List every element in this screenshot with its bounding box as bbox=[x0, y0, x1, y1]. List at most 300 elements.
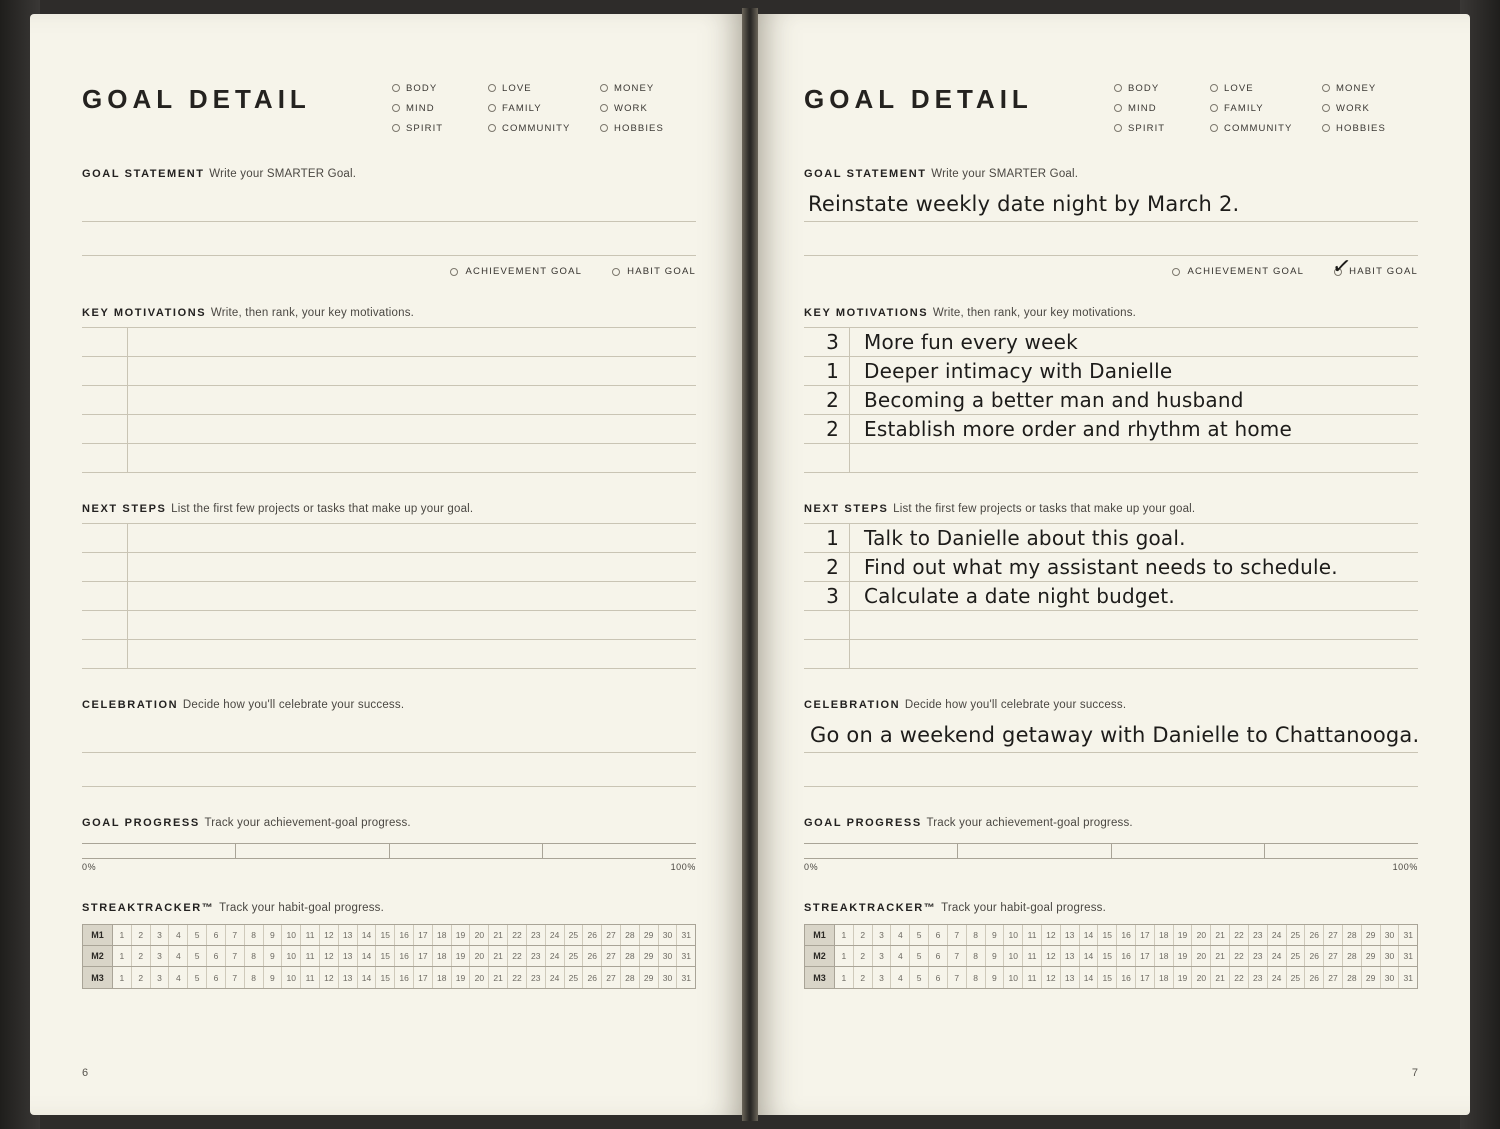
streak-day-cell[interactable]: 22 bbox=[1230, 946, 1249, 966]
streak-day-cell[interactable]: 29 bbox=[640, 967, 659, 988]
streak-day-cell[interactable]: 1 bbox=[835, 967, 854, 988]
category-money[interactable] bbox=[1322, 78, 1418, 98]
streak-day-cell[interactable]: 11 bbox=[301, 967, 320, 988]
streak-day-cell[interactable]: 19 bbox=[452, 967, 471, 988]
table-row[interactable] bbox=[82, 415, 696, 444]
streak-day-cell[interactable]: 31 bbox=[681, 930, 692, 940]
progress-segment[interactable] bbox=[390, 844, 544, 858]
table-row[interactable] bbox=[804, 524, 1418, 553]
radio-icon[interactable] bbox=[450, 268, 458, 276]
streak-day-cell[interactable]: 7 bbox=[226, 967, 245, 988]
streak-row-m1[interactable] bbox=[805, 925, 1417, 946]
streak-day-cell[interactable]: 4 bbox=[891, 925, 910, 945]
celebration-line-1[interactable] bbox=[804, 719, 1418, 753]
streak-day-cell[interactable]: 1 bbox=[113, 925, 132, 945]
streak-day-cell[interactable]: 24 bbox=[1268, 946, 1287, 966]
streak-day-cell[interactable]: 16 bbox=[395, 967, 414, 988]
table-row[interactable] bbox=[82, 611, 696, 640]
streak-day-cell[interactable]: 22 bbox=[508, 925, 527, 945]
streak-day-cell[interactable]: 25 bbox=[1287, 925, 1306, 945]
streak-day-cell[interactable]: 28 bbox=[1343, 967, 1362, 988]
progress-segment[interactable] bbox=[82, 844, 236, 858]
text-cell[interactable]: More fun every week bbox=[864, 330, 1078, 354]
streak-day-cell[interactable]: 22 bbox=[1230, 925, 1249, 945]
streak-day-cell[interactable]: 11 bbox=[1023, 967, 1042, 988]
streak-day-cell[interactable]: 5 bbox=[188, 925, 207, 945]
rank-cell[interactable]: 2 bbox=[804, 553, 850, 581]
table-row[interactable] bbox=[82, 524, 696, 553]
text-cell[interactable]: Talk to Danielle about this goal. bbox=[864, 526, 1186, 550]
streak-day-cell[interactable]: 24 bbox=[546, 967, 565, 988]
streak-day-cell[interactable]: 2 bbox=[132, 967, 151, 988]
table-row[interactable] bbox=[82, 553, 696, 582]
streak-day-cell[interactable]: 21 bbox=[1211, 967, 1230, 988]
text-cell[interactable] bbox=[128, 582, 696, 610]
streak-day-cell[interactable]: 28 bbox=[1343, 925, 1362, 945]
streak-day-cell[interactable]: 8 bbox=[245, 946, 264, 966]
streak-day-cell[interactable]: 22 bbox=[508, 967, 527, 988]
streak-day-cell[interactable]: 31 bbox=[1403, 951, 1414, 961]
streak-day-cell[interactable]: 30 bbox=[1381, 925, 1400, 945]
streak-day-cell[interactable]: 22 bbox=[508, 946, 527, 966]
rank-cell[interactable] bbox=[804, 611, 850, 639]
streak-day-cell[interactable]: 9 bbox=[986, 967, 1005, 988]
goal-statement-line-2[interactable] bbox=[82, 222, 696, 256]
celebration-field[interactable] bbox=[804, 719, 1418, 787]
radio-icon[interactable] bbox=[1114, 104, 1122, 112]
habit-goal-option[interactable] bbox=[612, 266, 696, 277]
table-row[interactable] bbox=[804, 553, 1418, 582]
streak-day-cell[interactable]: 12 bbox=[1042, 946, 1061, 966]
radio-icon[interactable] bbox=[1114, 84, 1122, 92]
celebration-field[interactable] bbox=[82, 719, 696, 787]
streak-day-cell[interactable]: 19 bbox=[452, 946, 471, 966]
streak-day-cell[interactable]: 18 bbox=[433, 925, 452, 945]
streak-day-cell[interactable]: 29 bbox=[1362, 967, 1381, 988]
streak-day-cell[interactable]: 4 bbox=[169, 946, 188, 966]
streak-day-cell[interactable]: 6 bbox=[207, 925, 226, 945]
rank-cell[interactable]: 2 bbox=[804, 415, 850, 443]
streak-day-cell[interactable]: 23 bbox=[527, 967, 546, 988]
streak-day-cell[interactable]: 12 bbox=[320, 946, 339, 966]
achievement-goal-option[interactable] bbox=[1172, 266, 1304, 277]
radio-icon[interactable] bbox=[1210, 84, 1218, 92]
streak-day-cell[interactable]: 10 bbox=[1004, 967, 1023, 988]
streak-day-cell[interactable]: 31 bbox=[1403, 972, 1414, 983]
streak-day-cell[interactable]: 21 bbox=[489, 925, 508, 945]
streak-day-cell[interactable]: 28 bbox=[621, 946, 640, 966]
streak-day-cell[interactable]: 10 bbox=[1004, 946, 1023, 966]
rank-cell[interactable]: 1 bbox=[804, 357, 850, 385]
progress-segment[interactable] bbox=[543, 844, 696, 858]
radio-icon[interactable] bbox=[600, 104, 608, 112]
text-cell[interactable] bbox=[850, 444, 1418, 472]
streak-day-cell[interactable]: 19 bbox=[1174, 925, 1193, 945]
goal-statement-field[interactable] bbox=[804, 188, 1418, 256]
category-community[interactable] bbox=[1210, 118, 1322, 138]
streak-day-cell[interactable]: 13 bbox=[339, 946, 358, 966]
category-family[interactable] bbox=[488, 98, 600, 118]
rank-cell[interactable] bbox=[804, 640, 850, 668]
streak-day-cell[interactable]: 16 bbox=[1117, 946, 1136, 966]
rank-cell[interactable] bbox=[82, 524, 128, 552]
streak-day-cell[interactable]: 6 bbox=[929, 967, 948, 988]
streak-day-cell[interactable]: 8 bbox=[245, 925, 264, 945]
streak-day-cell[interactable]: 14 bbox=[358, 946, 377, 966]
goal-statement-field[interactable] bbox=[82, 188, 696, 256]
streak-day-cell[interactable]: 25 bbox=[565, 967, 584, 988]
streak-day-cell[interactable]: 3 bbox=[873, 967, 892, 988]
radio-icon[interactable] bbox=[488, 124, 496, 132]
streaktracker-grid-left[interactable] bbox=[82, 924, 696, 989]
streak-day-cell[interactable]: 24 bbox=[546, 946, 565, 966]
text-cell[interactable] bbox=[128, 524, 696, 552]
streak-day-cell[interactable]: 3 bbox=[151, 925, 170, 945]
streak-day-cell[interactable]: 1 bbox=[113, 967, 132, 988]
rank-cell[interactable] bbox=[82, 553, 128, 581]
streak-day-cell[interactable]: 20 bbox=[470, 925, 489, 945]
streak-day-cell[interactable]: 3 bbox=[873, 946, 892, 966]
streak-day-cell[interactable]: 18 bbox=[1155, 946, 1174, 966]
goal-statement-line-1[interactable] bbox=[804, 188, 1418, 222]
streak-day-cell[interactable]: 5 bbox=[910, 925, 929, 945]
goal-statement-line-2[interactable] bbox=[804, 222, 1418, 256]
table-row[interactable] bbox=[804, 357, 1418, 386]
text-cell[interactable]: Establish more order and rhythm at home bbox=[864, 417, 1292, 441]
streak-day-cell[interactable]: 9 bbox=[986, 946, 1005, 966]
streak-day-cell[interactable]: 26 bbox=[1305, 946, 1324, 966]
streak-day-cell[interactable]: 27 bbox=[602, 925, 621, 945]
streak-day-cell[interactable]: 6 bbox=[929, 925, 948, 945]
table-row[interactable] bbox=[804, 386, 1418, 415]
radio-icon[interactable] bbox=[1172, 268, 1180, 276]
progress-segment[interactable] bbox=[236, 844, 390, 858]
streak-day-cell[interactable]: 12 bbox=[320, 967, 339, 988]
streak-day-cell[interactable]: 24 bbox=[1268, 967, 1287, 988]
streak-day-cell[interactable]: 9 bbox=[264, 925, 283, 945]
category-love[interactable] bbox=[1210, 78, 1322, 98]
streak-day-cell[interactable]: 24 bbox=[1268, 925, 1287, 945]
rank-cell[interactable] bbox=[804, 444, 850, 472]
streak-day-cell[interactable]: 5 bbox=[188, 967, 207, 988]
streak-day-cell[interactable]: 17 bbox=[1136, 925, 1155, 945]
streak-day-cell[interactable]: 12 bbox=[320, 925, 339, 945]
streak-day-cell[interactable]: 20 bbox=[1192, 946, 1211, 966]
streak-day-cell[interactable]: 27 bbox=[602, 967, 621, 988]
streak-day-cell[interactable]: 25 bbox=[565, 946, 584, 966]
streak-day-cell[interactable]: 30 bbox=[659, 946, 678, 966]
streak-day-cell[interactable]: 15 bbox=[1098, 967, 1117, 988]
streak-day-cell[interactable]: 7 bbox=[948, 925, 967, 945]
text-cell[interactable] bbox=[128, 386, 696, 414]
streak-day-cell[interactable]: 7 bbox=[948, 967, 967, 988]
streak-day-cell[interactable]: 4 bbox=[169, 967, 188, 988]
streak-day-cell[interactable]: 5 bbox=[910, 946, 929, 966]
rank-cell[interactable]: 3 bbox=[804, 582, 850, 610]
rank-cell[interactable] bbox=[82, 357, 128, 385]
text-cell[interactable]: Find out what my assistant needs to schedule. bbox=[864, 555, 1338, 579]
streak-day-cell[interactable]: 26 bbox=[1305, 967, 1324, 988]
streak-day-cell[interactable]: 17 bbox=[414, 925, 433, 945]
streak-day-cell[interactable]: 28 bbox=[621, 925, 640, 945]
progress-segment[interactable] bbox=[804, 844, 958, 858]
streak-day-cell[interactable]: 15 bbox=[1098, 946, 1117, 966]
streak-day-cell[interactable]: 6 bbox=[929, 946, 948, 966]
streak-day-cell[interactable]: 26 bbox=[583, 925, 602, 945]
streak-day-cell[interactable]: 10 bbox=[282, 967, 301, 988]
table-row[interactable] bbox=[804, 611, 1418, 640]
radio-icon[interactable] bbox=[392, 104, 400, 112]
streak-day-cell[interactable]: 14 bbox=[358, 967, 377, 988]
streak-day-cell[interactable]: 26 bbox=[1305, 925, 1324, 945]
streak-day-cell[interactable]: 16 bbox=[1117, 967, 1136, 988]
streak-day-cell[interactable]: 27 bbox=[1324, 946, 1343, 966]
category-hobbies[interactable] bbox=[600, 118, 696, 138]
streak-day-cell[interactable]: 25 bbox=[1287, 946, 1306, 966]
streak-day-cell[interactable]: 18 bbox=[433, 967, 452, 988]
streak-day-cell[interactable]: 18 bbox=[433, 946, 452, 966]
streak-day-cell[interactable]: 14 bbox=[358, 925, 377, 945]
streak-day-cell[interactable]: 7 bbox=[226, 946, 245, 966]
radio-icon[interactable] bbox=[600, 84, 608, 92]
streak-day-cell[interactable]: 2 bbox=[854, 967, 873, 988]
streak-day-cell[interactable]: 27 bbox=[1324, 925, 1343, 945]
text-cell[interactable]: Becoming a better man and husband bbox=[864, 388, 1244, 412]
category-community[interactable] bbox=[488, 118, 600, 138]
streak-day-cell[interactable]: 17 bbox=[414, 946, 433, 966]
streak-day-cell[interactable]: 21 bbox=[1211, 925, 1230, 945]
text-cell[interactable] bbox=[128, 357, 696, 385]
goal-progress-bar-left[interactable] bbox=[82, 843, 696, 872]
text-cell[interactable] bbox=[128, 640, 696, 668]
streaktracker-grid-right[interactable] bbox=[804, 924, 1418, 989]
streak-day-cell[interactable]: 16 bbox=[1117, 925, 1136, 945]
streak-day-cell[interactable]: 23 bbox=[1249, 946, 1268, 966]
streak-day-cell[interactable]: 22 bbox=[1230, 967, 1249, 988]
streak-day-cell[interactable]: 13 bbox=[339, 925, 358, 945]
radio-icon[interactable] bbox=[488, 84, 496, 92]
streak-day-cell[interactable]: 11 bbox=[301, 946, 320, 966]
radio-icon[interactable] bbox=[1210, 124, 1218, 132]
streak-row-m3[interactable] bbox=[805, 967, 1417, 988]
streak-day-cell[interactable]: 25 bbox=[1287, 967, 1306, 988]
text-cell[interactable]: Deeper intimacy with Danielle bbox=[864, 359, 1173, 383]
rank-cell[interactable] bbox=[82, 415, 128, 443]
streak-day-cell[interactable]: 18 bbox=[1155, 967, 1174, 988]
streak-day-cell[interactable]: 6 bbox=[207, 946, 226, 966]
streak-day-cell[interactable]: 17 bbox=[1136, 967, 1155, 988]
streak-day-cell[interactable]: 23 bbox=[1249, 925, 1268, 945]
streak-day-cell[interactable]: 10 bbox=[282, 946, 301, 966]
streak-day-cell[interactable]: 21 bbox=[1211, 946, 1230, 966]
streak-day-cell[interactable]: 7 bbox=[226, 925, 245, 945]
progress-segment[interactable] bbox=[1265, 844, 1418, 858]
streak-day-cell[interactable]: 21 bbox=[489, 946, 508, 966]
streak-day-cell[interactable]: 19 bbox=[1174, 967, 1193, 988]
streak-row-m3[interactable] bbox=[83, 967, 695, 988]
streak-day-cell[interactable]: 13 bbox=[339, 967, 358, 988]
streak-day-cell[interactable]: 9 bbox=[986, 925, 1005, 945]
radio-icon[interactable] bbox=[1322, 84, 1330, 92]
streak-day-cell[interactable]: 10 bbox=[1004, 925, 1023, 945]
streak-day-cell[interactable]: 11 bbox=[1023, 925, 1042, 945]
rank-cell[interactable] bbox=[82, 611, 128, 639]
category-spirit[interactable] bbox=[1114, 118, 1210, 138]
streak-day-cell[interactable]: 9 bbox=[264, 967, 283, 988]
achievement-goal-option[interactable] bbox=[450, 266, 582, 277]
streak-day-cell[interactable]: 23 bbox=[527, 946, 546, 966]
radio-icon[interactable] bbox=[600, 124, 608, 132]
streak-day-cell[interactable]: 13 bbox=[1061, 967, 1080, 988]
text-cell[interactable]: Calculate a date night budget. bbox=[864, 584, 1175, 608]
streak-day-cell[interactable]: 4 bbox=[891, 967, 910, 988]
habit-goal-option[interactable] bbox=[1330, 252, 1418, 282]
streak-row-m2[interactable] bbox=[805, 946, 1417, 967]
streak-row-m2[interactable] bbox=[83, 946, 695, 967]
streak-day-cell[interactable]: 29 bbox=[640, 946, 659, 966]
radio-icon[interactable] bbox=[612, 268, 620, 276]
text-cell[interactable] bbox=[128, 415, 696, 443]
table-row[interactable] bbox=[82, 328, 696, 357]
radio-icon[interactable] bbox=[1114, 124, 1122, 132]
streak-day-cell[interactable]: 15 bbox=[376, 925, 395, 945]
text-cell[interactable] bbox=[128, 611, 696, 639]
streak-day-cell[interactable]: 27 bbox=[1324, 967, 1343, 988]
streak-day-cell[interactable]: 14 bbox=[1080, 967, 1099, 988]
streak-day-cell[interactable]: 8 bbox=[967, 946, 986, 966]
streak-day-cell[interactable]: 1 bbox=[113, 946, 132, 966]
category-body[interactable] bbox=[392, 78, 488, 98]
streak-day-cell[interactable]: 20 bbox=[470, 967, 489, 988]
table-row[interactable] bbox=[804, 444, 1418, 473]
goal-progress-bar-right[interactable] bbox=[804, 843, 1418, 872]
streak-day-cell[interactable]: 15 bbox=[376, 946, 395, 966]
table-row[interactable] bbox=[804, 415, 1418, 444]
table-row[interactable] bbox=[804, 640, 1418, 669]
category-hobbies[interactable] bbox=[1322, 118, 1418, 138]
table-row[interactable] bbox=[82, 444, 696, 473]
streak-day-cell[interactable]: 1 bbox=[835, 925, 854, 945]
streak-day-cell[interactable]: 4 bbox=[891, 946, 910, 966]
streak-day-cell[interactable]: 2 bbox=[132, 925, 151, 945]
streak-day-cell[interactable]: 26 bbox=[583, 967, 602, 988]
category-body[interactable] bbox=[1114, 78, 1210, 98]
streak-day-cell[interactable]: 30 bbox=[659, 967, 678, 988]
streak-day-cell[interactable]: 19 bbox=[1174, 946, 1193, 966]
streak-day-cell[interactable]: 30 bbox=[1381, 946, 1400, 966]
rank-cell[interactable] bbox=[82, 444, 128, 472]
streak-day-cell[interactable]: 2 bbox=[132, 946, 151, 966]
streak-day-cell[interactable]: 19 bbox=[452, 925, 471, 945]
streak-day-cell[interactable]: 28 bbox=[1343, 946, 1362, 966]
rank-cell[interactable] bbox=[82, 386, 128, 414]
radio-icon[interactable] bbox=[1322, 104, 1330, 112]
table-row[interactable] bbox=[82, 386, 696, 415]
streak-day-cell[interactable]: 3 bbox=[151, 967, 170, 988]
radio-icon[interactable] bbox=[1322, 124, 1330, 132]
table-row[interactable] bbox=[82, 357, 696, 386]
streak-row-m1[interactable] bbox=[83, 925, 695, 946]
streak-day-cell[interactable]: 8 bbox=[967, 925, 986, 945]
streak-day-cell[interactable]: 27 bbox=[602, 946, 621, 966]
streak-day-cell[interactable]: 8 bbox=[245, 967, 264, 988]
radio-icon[interactable] bbox=[488, 104, 496, 112]
streak-day-cell[interactable]: 17 bbox=[1136, 946, 1155, 966]
streak-day-cell[interactable]: 30 bbox=[659, 925, 678, 945]
streak-day-cell[interactable]: 9 bbox=[264, 946, 283, 966]
streak-day-cell[interactable]: 18 bbox=[1155, 925, 1174, 945]
streak-day-cell[interactable]: 1 bbox=[835, 946, 854, 966]
table-row[interactable] bbox=[82, 582, 696, 611]
streak-day-cell[interactable]: 5 bbox=[910, 967, 929, 988]
streak-day-cell[interactable]: 13 bbox=[1061, 925, 1080, 945]
category-family[interactable] bbox=[1210, 98, 1322, 118]
streak-day-cell[interactable]: 2 bbox=[854, 946, 873, 966]
streak-day-cell[interactable]: 20 bbox=[470, 946, 489, 966]
text-cell[interactable] bbox=[850, 611, 1418, 639]
text-cell[interactable] bbox=[128, 328, 696, 356]
rank-cell[interactable]: 2 bbox=[804, 386, 850, 414]
category-money[interactable] bbox=[600, 78, 696, 98]
streak-day-cell[interactable]: 17 bbox=[414, 967, 433, 988]
celebration-line-1[interactable] bbox=[82, 719, 696, 753]
streak-day-cell[interactable]: 11 bbox=[1023, 946, 1042, 966]
streak-day-cell[interactable]: 11 bbox=[301, 925, 320, 945]
streak-day-cell[interactable]: 14 bbox=[1080, 925, 1099, 945]
streak-day-cell[interactable]: 30 bbox=[1381, 967, 1400, 988]
streak-day-cell[interactable]: 4 bbox=[169, 925, 188, 945]
streak-day-cell[interactable]: 29 bbox=[1362, 925, 1381, 945]
category-mind[interactable] bbox=[392, 98, 488, 118]
streak-day-cell[interactable]: 7 bbox=[948, 946, 967, 966]
streak-day-cell[interactable]: 31 bbox=[1403, 930, 1414, 940]
category-love[interactable] bbox=[488, 78, 600, 98]
streak-day-cell[interactable]: 10 bbox=[282, 925, 301, 945]
streak-day-cell[interactable]: 14 bbox=[1080, 946, 1099, 966]
streak-day-cell[interactable]: 29 bbox=[640, 925, 659, 945]
radio-icon[interactable] bbox=[1210, 104, 1218, 112]
celebration-line-2[interactable] bbox=[804, 753, 1418, 787]
rank-cell[interactable] bbox=[82, 640, 128, 668]
table-row[interactable] bbox=[82, 640, 696, 669]
progress-segment[interactable] bbox=[958, 844, 1112, 858]
streak-day-cell[interactable]: 8 bbox=[967, 967, 986, 988]
radio-icon[interactable] bbox=[392, 124, 400, 132]
streak-day-cell[interactable]: 20 bbox=[1192, 925, 1211, 945]
streak-day-cell[interactable]: 31 bbox=[681, 972, 692, 983]
radio-icon[interactable] bbox=[392, 84, 400, 92]
progress-track[interactable] bbox=[82, 843, 696, 859]
streak-day-cell[interactable]: 16 bbox=[395, 925, 414, 945]
rank-cell[interactable] bbox=[82, 582, 128, 610]
goal-statement-line-1[interactable] bbox=[82, 188, 696, 222]
progress-track[interactable] bbox=[804, 843, 1418, 859]
streak-day-cell[interactable]: 20 bbox=[1192, 967, 1211, 988]
progress-segment[interactable] bbox=[1112, 844, 1266, 858]
streak-day-cell[interactable]: 25 bbox=[565, 925, 584, 945]
streak-day-cell[interactable]: 15 bbox=[1098, 925, 1117, 945]
streak-day-cell[interactable]: 15 bbox=[376, 967, 395, 988]
rank-cell[interactable]: 3 bbox=[804, 328, 850, 356]
category-work[interactable] bbox=[1322, 98, 1418, 118]
celebration-line-2[interactable] bbox=[82, 753, 696, 787]
streak-day-cell[interactable]: 6 bbox=[207, 967, 226, 988]
table-row[interactable] bbox=[804, 328, 1418, 357]
streak-day-cell[interactable]: 26 bbox=[583, 946, 602, 966]
streak-day-cell[interactable]: 23 bbox=[527, 925, 546, 945]
rank-cell[interactable]: 1 bbox=[804, 524, 850, 552]
streak-day-cell[interactable]: 21 bbox=[489, 967, 508, 988]
